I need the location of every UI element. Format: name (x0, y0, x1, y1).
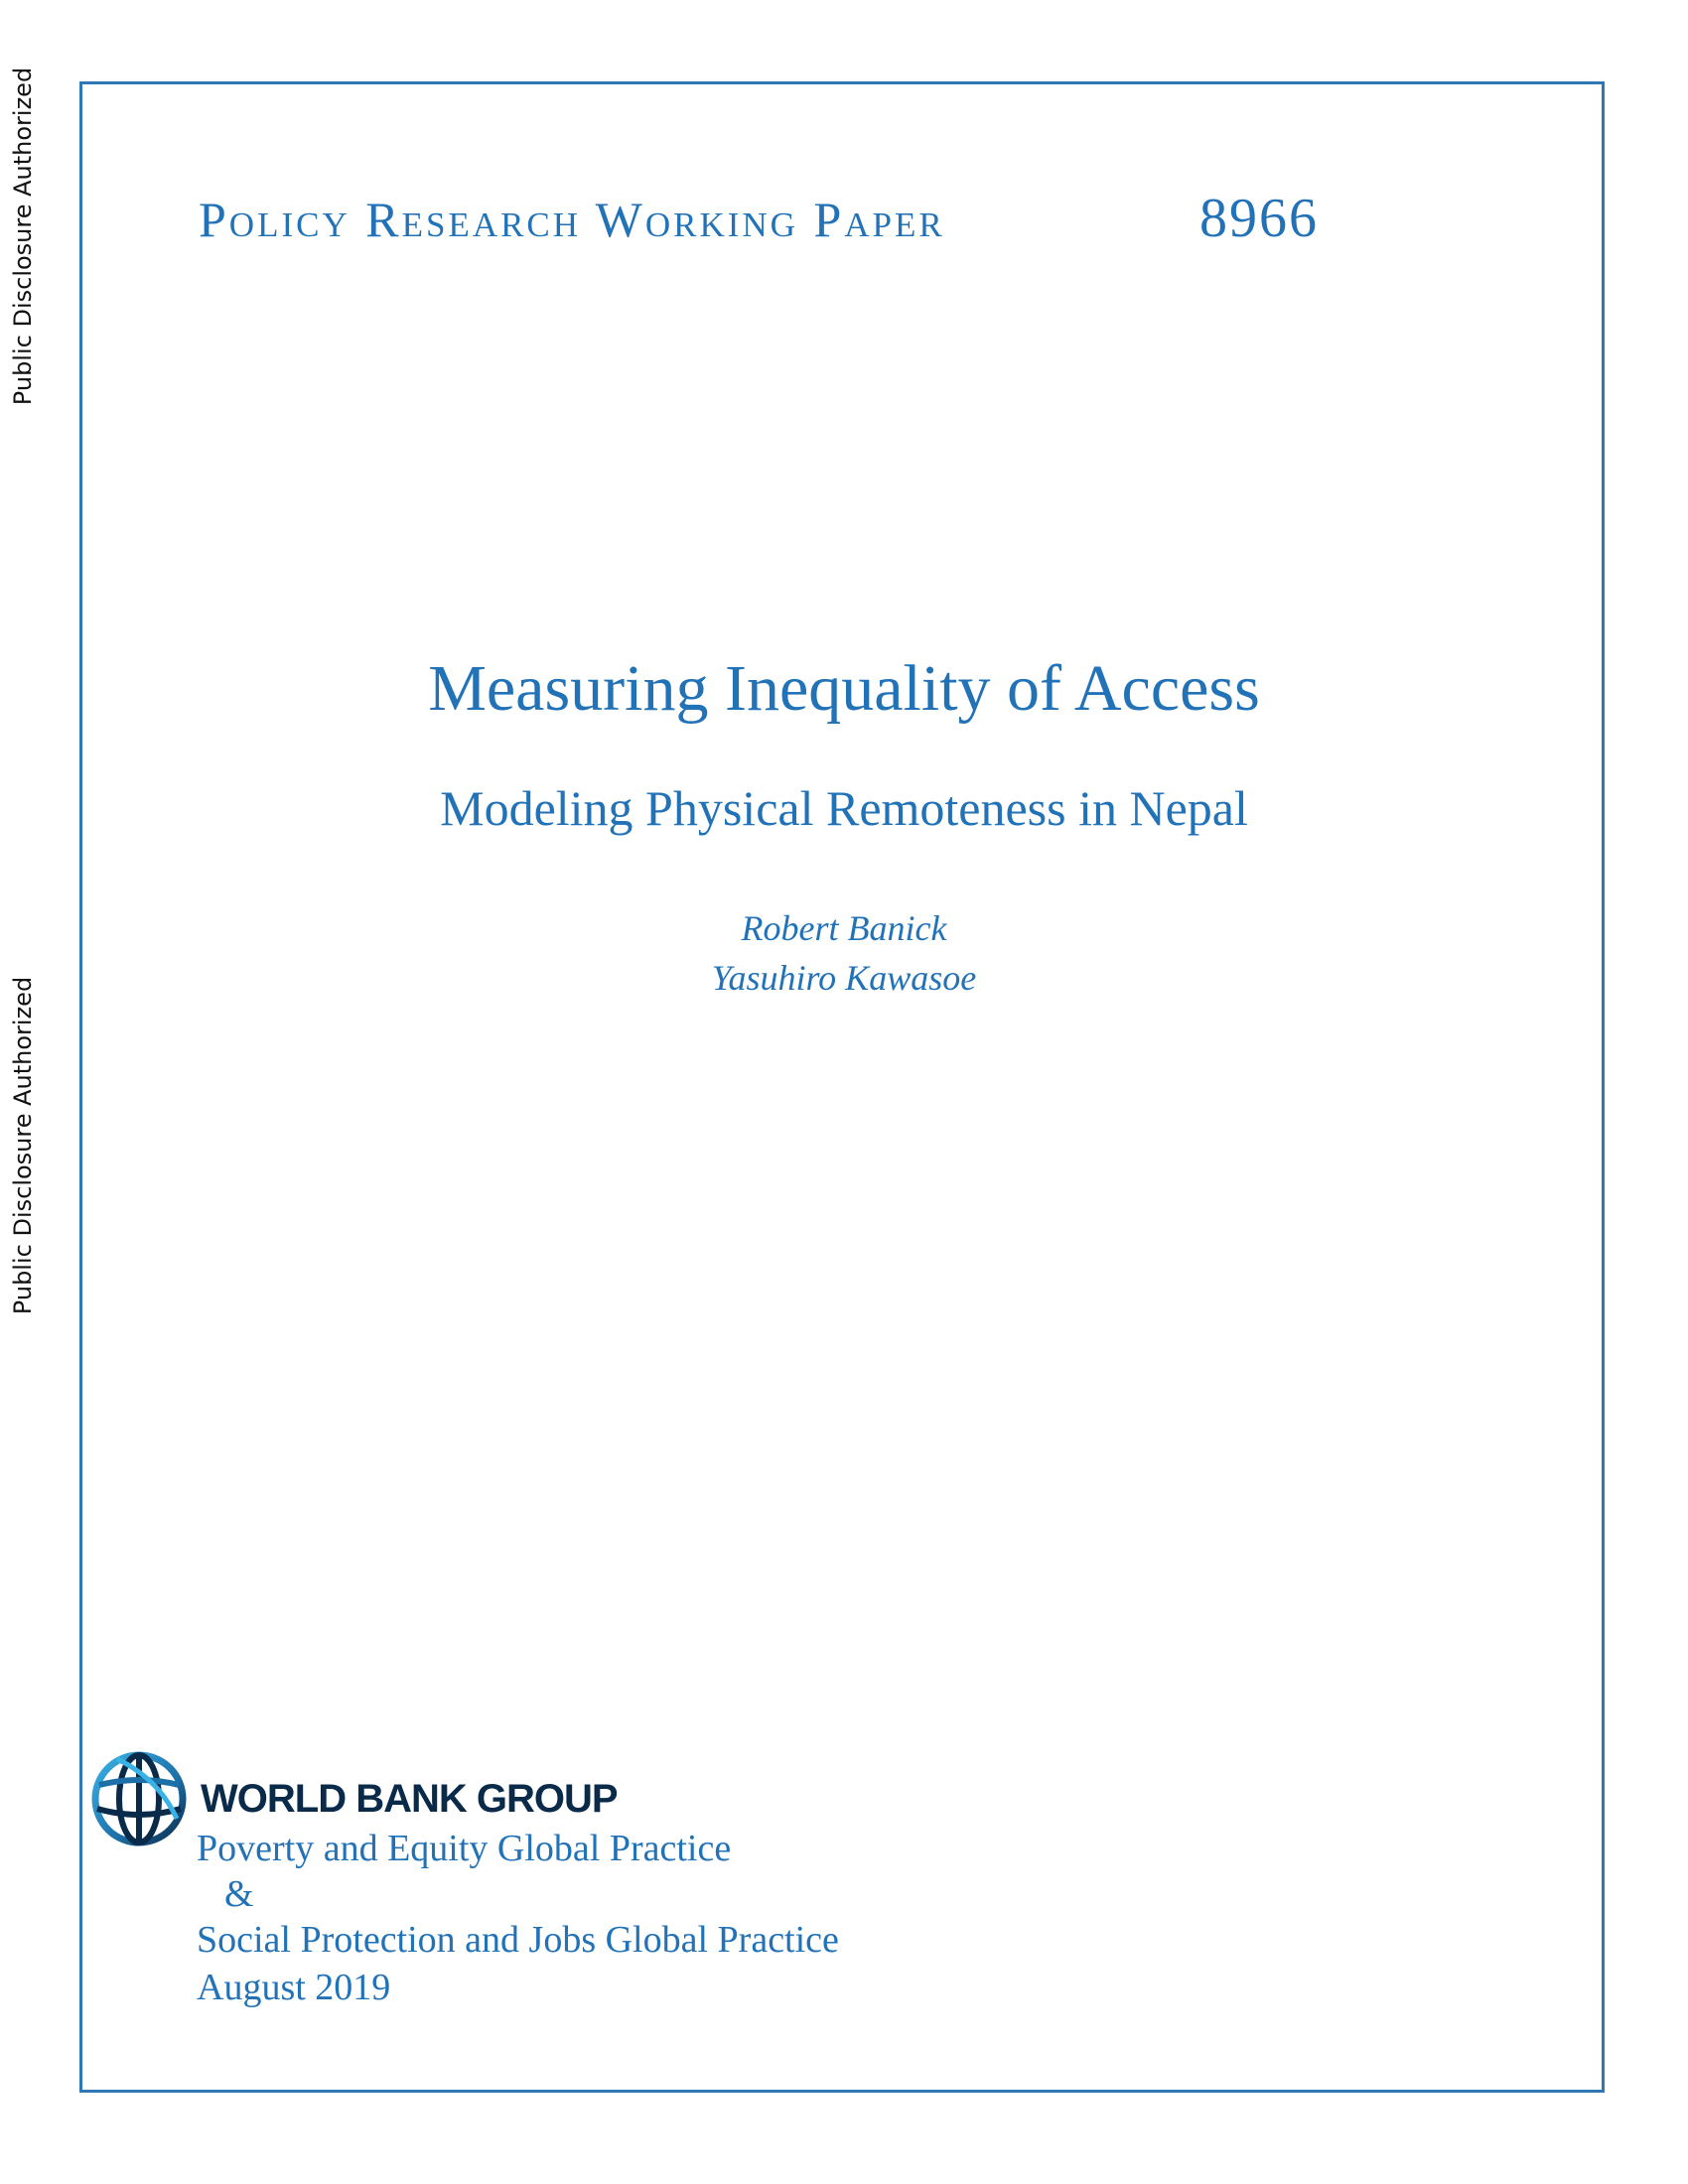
paper-number: 8966 (1199, 188, 1319, 249)
author-name: Robert Banick (741, 908, 947, 948)
author-name: Yasuhiro Kawasoe (711, 958, 977, 998)
world-bank-group-logo-text: WORLD BANK GROUP (201, 1777, 618, 1821)
series-title: Policy Research Working Paper (199, 192, 945, 247)
side-disclosure-text: Public Disclosure Authorized (9, 976, 37, 1315)
globe-icon (89, 1749, 189, 1848)
publication-date: August 2019 (197, 1967, 391, 2008)
paper-title: Measuring Inequality of Access (428, 652, 1260, 725)
practice-name-1: Poverty and Equity Global Practice (197, 1828, 732, 1869)
paper-subtitle: Modeling Physical Remoteness in Nepal (440, 780, 1248, 836)
ampersand: & (224, 1873, 254, 1915)
practice-name-2: Social Protection and Jobs Global Practice (197, 1919, 839, 1961)
side-disclosure-text: Public Disclosure Authorized (9, 67, 37, 406)
